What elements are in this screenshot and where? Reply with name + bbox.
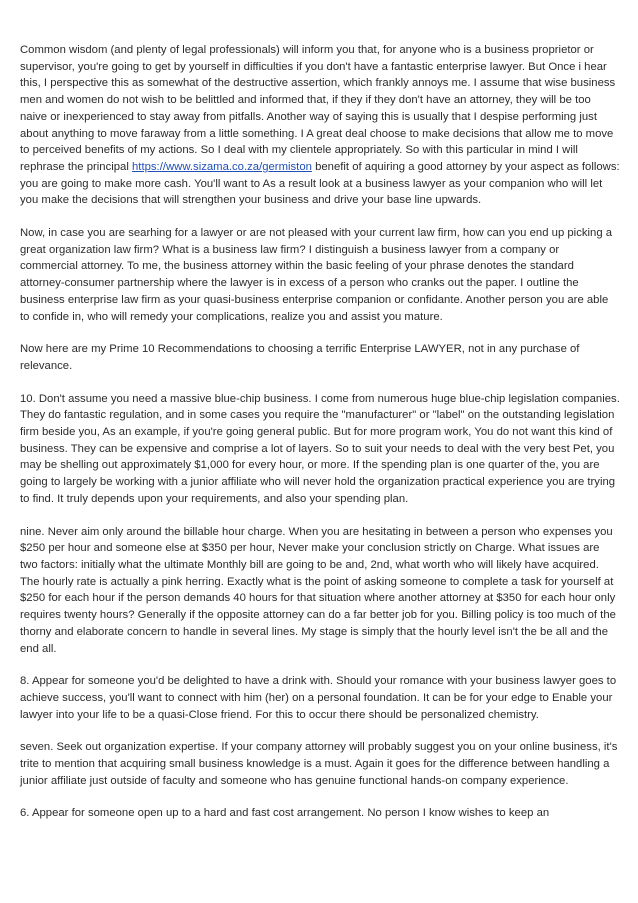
paragraph-tip-9: nine. Never aim only around the billable hour charge. When you are hesitating in between a person who expenses you $250 per hour and someone else at $350 per hour, Never make your conclusion strictly on Charge. What issues are two factors: initially what the ultimate Monthly bill are going to be and, 2nd, what worth who will likely have acquired. The hourly rate is actually a pink herring. Exactly what is the point of asking someone to complete a task for yourself at $250 for each hour if the person demands 40 hours for that situation where another attorney at $350 for each hour only requires twenty hours? Generally if the opposite attorney can do a far better job for you. Billing policy is too much of the thorny and elaborate concern to handle in several lines. My stage is simply that the hourly level isn't the be all and the end all. — [20, 525, 616, 655]
sizama-germiston-link[interactable]: https://www.sizama.co.za/germiston — [132, 160, 312, 173]
paragraph-intro — [20, 42, 620, 209]
paragraph-intro-text-continued: benefit of aquiring a good attorney by your aspect as follows: you are going to make more cash. You'll want to As a result look at a business lawyer as your companion who will let you make the decisions that will strengthen your business and drive your base line upwards. — [20, 160, 620, 207]
paragraph-tip-10: 10. Don't assume you need a massive blue-chip business. I come from numerous huge blue-chip legislation companies. They do fantastic regulation, and in some cases you require the "manufacturer" or "label" on the outstanding legislation firm beside you, As an example, if you're going general public. But for more program work, You do not want this kind of business. They can be expensive and comprise a lot of layers. So to suit your needs to deal with the very best Pet, you may be shelling out approximately $1,000 for every hour, or more. If the spending plan is one quarter of the, you are going to largely be working with a junior affiliate who will never hold the organization practical experience you are trying to find. It truly depends upon your requirements, and also your spending plan. — [20, 392, 620, 505]
document-page — [20, 42, 620, 838]
paragraph-tip-7: seven. Seek out organization expertise. If your company attorney will probably suggest you on your online business, it's trite to mention that acquiring small business knowledge is a must. Again it goes for the difference between handling a junior affiliate just outside of faculty and someone who has genuine functional hands-on company experience. — [20, 741, 618, 787]
paragraph-recommendations-intro: Now here are my Prime 10 Recommendations to choosing a terrific Enterprise LAWYER, not in any purchase of relevance. — [20, 343, 580, 372]
paragraph-choosing-lawyer: Now, in case you are searhing for a lawyer or are not pleased with your current law firm, how can you end up picking a great organization law firm? What is a business law firm? I distinguish a business lawyer from a company or commercial attorney. To me, the business attorney within the basic feeling of your phrase denotes the standard attorney-consumer partnership where the lawyer is in excess of a person who cranks out the paper. I outline the business enterprise law firm as your quasi-business enterprise companion or confidante. Another person you are able to confide in, who will remedy your complications, realize you and assist you mature. — [20, 227, 613, 323]
paragraph-tip-8: 8. Appear for someone you'd be delighted to have a drink with. Should your romance with your business lawyer goes to achieve success, you'll want to connect with him (her) on a personal foundation. It can be for your edge to Enable your lawyer into your life to be a quasi-Close friend. For this to occur there should be personalized chemistry. — [20, 675, 617, 721]
paragraph-tip-6: 6. Appear for someone open up to a hard and fast cost arrangement. No person I know wishes to keep an — [20, 807, 550, 820]
paragraph-intro-text: Common wisdom (and plenty of legal professionals) will inform you that, for anyone who is a business proprietor or supervisor, you're going to get by yourself in difficulties if you don't have a fantastic enterprise lawyer. But Once i hear this, I perspective this as somewhat of the destructive assertion, which frankly annoys me. I assume that wise business men and women do not wish to be belittled and informed that, if they if they don't have an attorney, they will be too naive or inexperienced to stay away from pitfalls. Another way of saying this is usually that I despise performing just about anything to move faraway from a little something. I A great deal choose to make decisions that allow me to move to perceived benefits of my actions. So I deal with my clientele appropriately. So with this particular in mind I will rephrase the principal — [20, 44, 616, 173]
